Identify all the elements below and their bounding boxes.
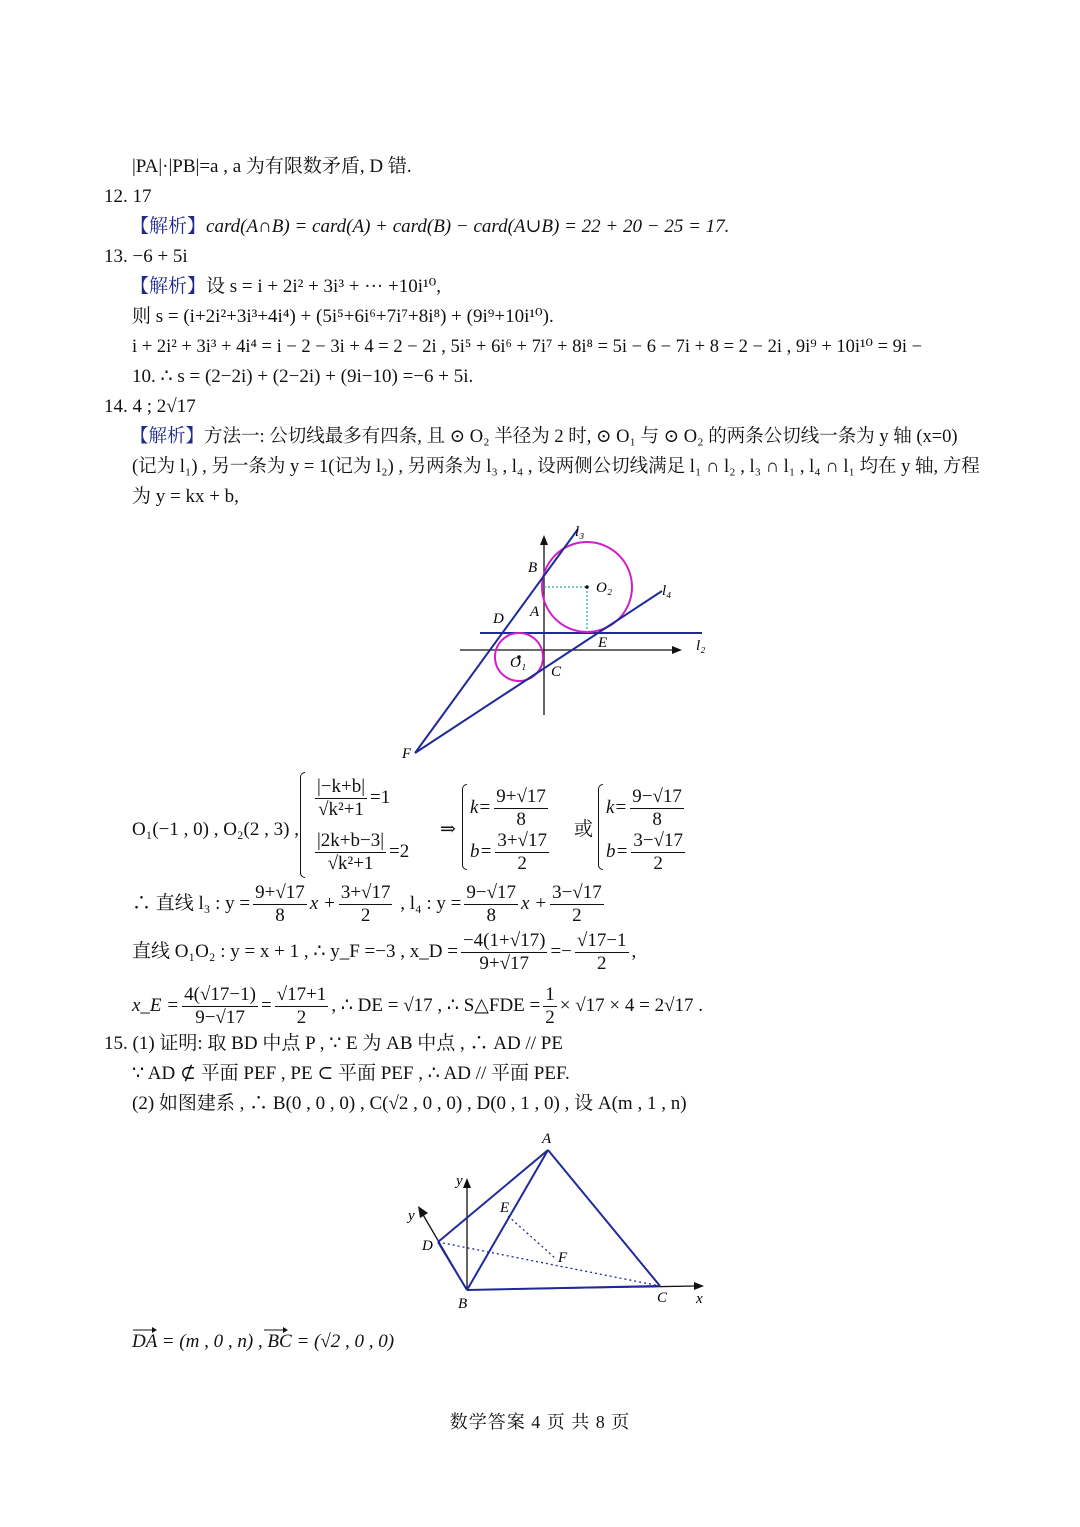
label-a: A <box>530 604 540 620</box>
page-footer: 数学答案 4 页 共 8 页 <box>449 1412 631 1432</box>
o1o2-f2-num: √17−1 <box>576 930 627 951</box>
or-text: 或 <box>574 819 594 840</box>
sys-e2-num: |2k+b−3| <box>317 830 385 851</box>
l4-f2-num: 3−√17 <box>552 882 602 903</box>
sys-left: O₁(−1 , 0) , O₂(2 , 3) , <box>132 819 299 840</box>
sol2-b-num: 3−√17 <box>633 830 683 851</box>
label-e: E <box>598 635 608 651</box>
o1o2-f1-num: −4(1+√17) <box>462 930 546 951</box>
axis-y-vertical-arrow-icon <box>463 1178 471 1188</box>
xe-mid: , ∴ DE = √17 , ∴ S△FDE = <box>331 994 541 1016</box>
q13-analysis <box>130 275 441 299</box>
label-o1: O₁ <box>510 655 527 671</box>
label-f2: F <box>558 1250 568 1266</box>
o1o2-line <box>132 930 636 975</box>
line-pa-pb: |PA|·|PB|=a , a 为有限数矛盾, D 错. <box>132 156 412 177</box>
q14-tag: 【解析】 <box>130 427 205 447</box>
l3-f2-num: 3+√17 <box>340 882 391 903</box>
vector-arrow-da-icon <box>132 1326 158 1334</box>
label-c2: C <box>657 1290 668 1306</box>
sol2-b-den: 2 <box>653 853 663 874</box>
y-arrow-icon <box>540 535 548 545</box>
q12-answer: 12. 17 <box>104 186 152 207</box>
o1o2-prefix: 直线 O₁O₂ : y = x + 1 , ∴ y_F =−3 , x_D = <box>132 940 458 962</box>
q15-line4: DA = (m , 0 , n) , BC = (√2 , 0 , 0) <box>132 1331 395 1352</box>
sol1-b <box>470 830 552 875</box>
l4-mid: x + <box>521 892 548 914</box>
q14-analysis <box>130 425 958 449</box>
sol2-k <box>606 786 687 831</box>
q13-line4: 10. ∴ s = (2−2i) + (2−2i) + (9i−10) =−6 + 5i. <box>132 366 474 387</box>
figure-tetrahedron <box>400 1128 720 1318</box>
xe-line <box>132 984 703 1029</box>
edge-db <box>438 1242 467 1290</box>
edge-da <box>438 1150 548 1242</box>
xe-end: × √17 × 4 = 2√17 . <box>559 994 704 1016</box>
label-c: C <box>551 664 562 680</box>
sys-eq2 <box>312 830 409 875</box>
sol1-b-num: 3+√17 <box>497 830 547 851</box>
q13-answer: 13. −6 + 5i <box>104 246 188 267</box>
sys-eq1 <box>312 776 390 821</box>
label-l2: l₂ <box>696 638 706 654</box>
q15-line2: ∵ AD ⊄ 平面 PEF , PE ⊂ 平面 PEF , ∴ AD // 平面 PEF. <box>132 1063 570 1084</box>
sol1-k-label: k= <box>470 796 492 818</box>
label-e2: E <box>500 1200 510 1216</box>
label-o2: O₂ <box>596 580 613 596</box>
sys-e1-rhs: =1 <box>370 786 391 808</box>
q14-body: 方法一: 公切线最多有四条, 且 ⊙ O₂ 半径为 2 时, ⊙ O₁ 与 ⊙ O₂ 的两条公切线一条为 y 轴 (x=0) <box>204 427 958 447</box>
sol1-b-den: 2 <box>517 853 527 874</box>
figure-tangent-circles <box>400 515 720 765</box>
line-l3 <box>415 529 578 753</box>
sol2-b <box>606 830 688 875</box>
label-y-slanted: y <box>408 1208 415 1224</box>
l3-f1-num: 9+√17 <box>255 882 305 903</box>
vector-arrow-bc-icon <box>263 1326 289 1334</box>
l3-f1-den: 8 <box>275 905 285 926</box>
o1o2-mid: =− <box>550 940 572 962</box>
sys-e1-den: √k²+1 <box>318 799 364 820</box>
edge-ba <box>467 1150 548 1290</box>
sol2-b-label: b= <box>606 840 629 862</box>
label-l4: l₄ <box>662 583 672 599</box>
q13-tag: 【解析】 <box>130 276 207 297</box>
sys-e2-rhs: =2 <box>389 840 410 862</box>
axis-x-arrow-icon <box>694 1282 704 1290</box>
label-y-vertical: y <box>456 1173 463 1189</box>
sys-brace-left <box>300 772 305 878</box>
l4-prefix: , l₄ : y = <box>400 892 462 914</box>
sol1-k <box>470 786 551 831</box>
q13-body: 设 s = i + 2i² + 3i³ + ··· +10i¹⁰, <box>206 276 442 297</box>
label-f: F <box>402 746 412 762</box>
q15-line3: (2) 如图建系 , ∴ B(0 , 0 , 0) , C(√2 , 0 , 0) , D(0 , 1 , 0) , 设 A(m , 1 , n) <box>132 1093 687 1114</box>
xe-f2-den: 2 <box>296 1007 307 1028</box>
sol2-k-den: 8 <box>652 809 662 830</box>
xe-f1-den: 9−√17 <box>195 1007 245 1028</box>
l3-f2-den: 2 <box>360 905 371 926</box>
xe-prefix: x_E = <box>132 994 180 1016</box>
label-l3: l₃ <box>575 524 585 540</box>
sol2-k-label: k= <box>606 796 628 818</box>
l3-mid: x + <box>309 892 336 914</box>
l3-l4-equations <box>132 882 607 927</box>
edge-bc <box>467 1286 660 1290</box>
label-x2: x <box>696 1291 703 1307</box>
sol1-b-label: b= <box>470 840 493 862</box>
label-d: D <box>493 611 504 627</box>
q14-answer: 14. 4 ; 2√17 <box>104 396 196 417</box>
l3-prefix: ∴ 直线 l₃ : y = <box>132 892 251 914</box>
sol1-k-num: 9+√17 <box>496 786 546 807</box>
l4-f1-num: 9−√17 <box>466 882 517 903</box>
sol1-brace <box>462 784 467 870</box>
sys-e2-den: √k²+1 <box>327 853 374 874</box>
label-a2: A <box>542 1131 552 1147</box>
l4-f1-den: 8 <box>486 905 496 926</box>
sol1-k-den: 8 <box>516 809 526 830</box>
l4-f2-den: 2 <box>572 905 582 926</box>
q12-analysis <box>130 215 729 239</box>
label-b: B <box>528 560 538 576</box>
q12-tag: 【解析】 <box>130 216 207 237</box>
xe-f1-num: 4(√17−1) <box>184 984 256 1005</box>
sol2-brace <box>598 784 603 870</box>
sol2-k-num: 9−√17 <box>632 786 682 807</box>
q12-body: card(A∩B) = card(A) + card(B) − card(A∪B) = 22 + 20 − 25 = 17. <box>206 216 730 237</box>
q14-line2: (记为 l₁) , 另一条为 y = 1(记为 l₂) , 另两条为 l₃ , l₄ , 设两侧公切线满足 l₁ ∩ l₂ , l₃ ∩ l₁ , l₄ ∩ l₁ 均在 y 轴, 方程 <box>132 457 980 477</box>
xe-f3-num: 1 <box>545 984 555 1005</box>
q15-line1: 15. (1) 证明: 取 BD 中点 P , ∵ E 为 AB 中点 , ∴ AD // PE <box>104 1033 563 1054</box>
o1o2-end: , <box>631 940 637 962</box>
q13-line3: i + 2i² + 3i³ + 4i⁴ = i − 2 − 3i + 4 = 2 − 2i , 5i⁵ + 6i⁶ + 7i⁷ + 8i⁸ = 5i − 6 − 7i + 8 = 2 − 2i , 9i⁹ + 10i¹⁰ = 9i − <box>132 337 923 357</box>
q13-line2: 则 s = (i+2i²+3i³+4i⁴) + (5i⁵+6i⁶+7i⁷+8i⁸) + (9i⁹+10i¹⁰). <box>132 306 554 327</box>
xe-eq: = <box>260 994 272 1016</box>
dotted-dc <box>438 1242 660 1286</box>
axis-y-slanted-arrow-icon <box>418 1206 428 1218</box>
point-o2 <box>585 585 589 589</box>
implies-arrow: ⇒ <box>440 819 456 840</box>
x-arrow-icon <box>672 646 682 654</box>
label-b2: B <box>458 1296 468 1312</box>
xe-f2-num: √17+1 <box>276 984 327 1005</box>
o1o2-f2-den: 2 <box>596 953 607 974</box>
label-d2: D <box>422 1238 433 1254</box>
q14-line3: 为 y = kx + b, <box>132 486 239 507</box>
sys-e1-num: |−k+b| <box>317 776 366 797</box>
o1o2-f1-den: 9+√17 <box>479 953 530 974</box>
dotted-ef <box>508 1216 555 1258</box>
xe-f3-den: 2 <box>545 1007 555 1028</box>
